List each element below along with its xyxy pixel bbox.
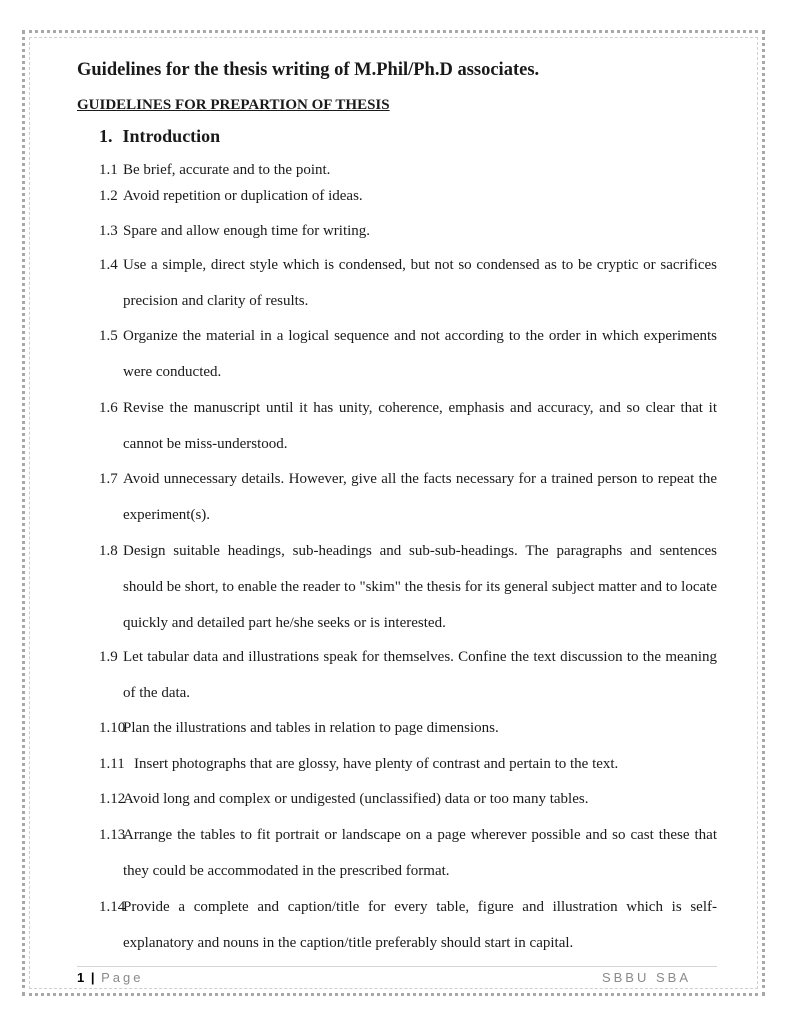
footer-org: SBBU SBA (601, 970, 691, 985)
list-item (99, 746, 717, 782)
item-number: 1.12 (99, 791, 126, 807)
page-label: Page (101, 970, 144, 985)
item-text: Let tabular data and illustrations speak for themselves. Confine the text discussion to the meaning of the data. (123, 649, 717, 701)
list-item (99, 213, 717, 249)
list-item (99, 390, 717, 462)
page-footer (77, 966, 717, 985)
list-item (99, 318, 717, 390)
item-text: Spare and allow enough time for writing. (123, 223, 371, 239)
list-item (99, 639, 717, 711)
item-number: 1.1 (99, 162, 118, 178)
section-number: 1. (99, 126, 113, 146)
item-number: 1.6 (99, 400, 118, 416)
item-number: 1.11 (99, 756, 125, 772)
item-number: 1.5 (99, 328, 118, 344)
section-heading (99, 126, 220, 147)
list-item (99, 817, 717, 889)
section-title: Introduction (122, 126, 221, 146)
item-number: 1.2 (99, 188, 118, 204)
item-number: 1.10 (99, 720, 126, 736)
item-number: 1.13 (99, 827, 126, 843)
item-number: 1.4 (99, 257, 118, 273)
item-number: 1.9 (99, 649, 118, 665)
footer-separator: | (90, 970, 95, 985)
item-text: Design suitable headings, sub-headings and sub-sub-headings. The paragraphs and sentences should be short, to enable the reader to "skim" the thesis for its general subject matter and to locate quickly and detailed part he/she seeks or is interested. (123, 543, 717, 631)
item-text: Arrange the tables to fit portrait or landscape on a page wherever possible and so cast these that they could be accommodated in the prescribed format. (123, 827, 717, 879)
item-text: Use a simple, direct style which is condensed, but not so condensed as to be cryptic or sacrifices precision and clarity of results. (123, 257, 717, 309)
list-item (99, 533, 717, 641)
list-item (99, 461, 717, 533)
item-text: Plan the illustrations and tables in relation to page dimensions. (123, 720, 499, 736)
list-item (99, 178, 717, 214)
item-text: Avoid unnecessary details. However, give all the facts necessary for a trained person to repeat the experiment(s). (123, 471, 717, 523)
item-text: Avoid repetition or duplication of ideas. (123, 188, 363, 204)
item-number: 1.8 (99, 543, 118, 559)
list-item (99, 889, 717, 961)
item-text: Organize the material in a logical sequence and not according to the order in which experiments were conducted. (123, 328, 717, 380)
page-number: 1 (77, 970, 85, 985)
item-text: Provide a complete and caption/title for every table, figure and illustration which is self-explanatory and nouns in the caption/title preferably should start in capital. (123, 899, 717, 951)
list-item (99, 710, 717, 746)
document-title: Guidelines for the thesis writing of M.Phil/Ph.D associates. (77, 60, 540, 80)
subheading: GUIDELINES FOR PREPARTION OF THESIS (77, 97, 390, 113)
item-text: Be brief, accurate and to the point. (123, 162, 331, 178)
item-number: 1.3 (99, 223, 118, 239)
list-item (99, 781, 717, 817)
item-text: Avoid long and complex or undigested (unclassified) data or too many tables. (123, 791, 589, 807)
item-text: Insert photographs that are glossy, have plenty of contrast and pertain to the text. (134, 756, 619, 772)
item-text: Revise the manuscript until it has unity, coherence, emphasis and accuracy, and so clear that it cannot be miss-understood. (123, 400, 717, 452)
list-item (99, 247, 717, 319)
item-number: 1.7 (99, 471, 118, 487)
item-number: 1.14 (99, 899, 126, 915)
